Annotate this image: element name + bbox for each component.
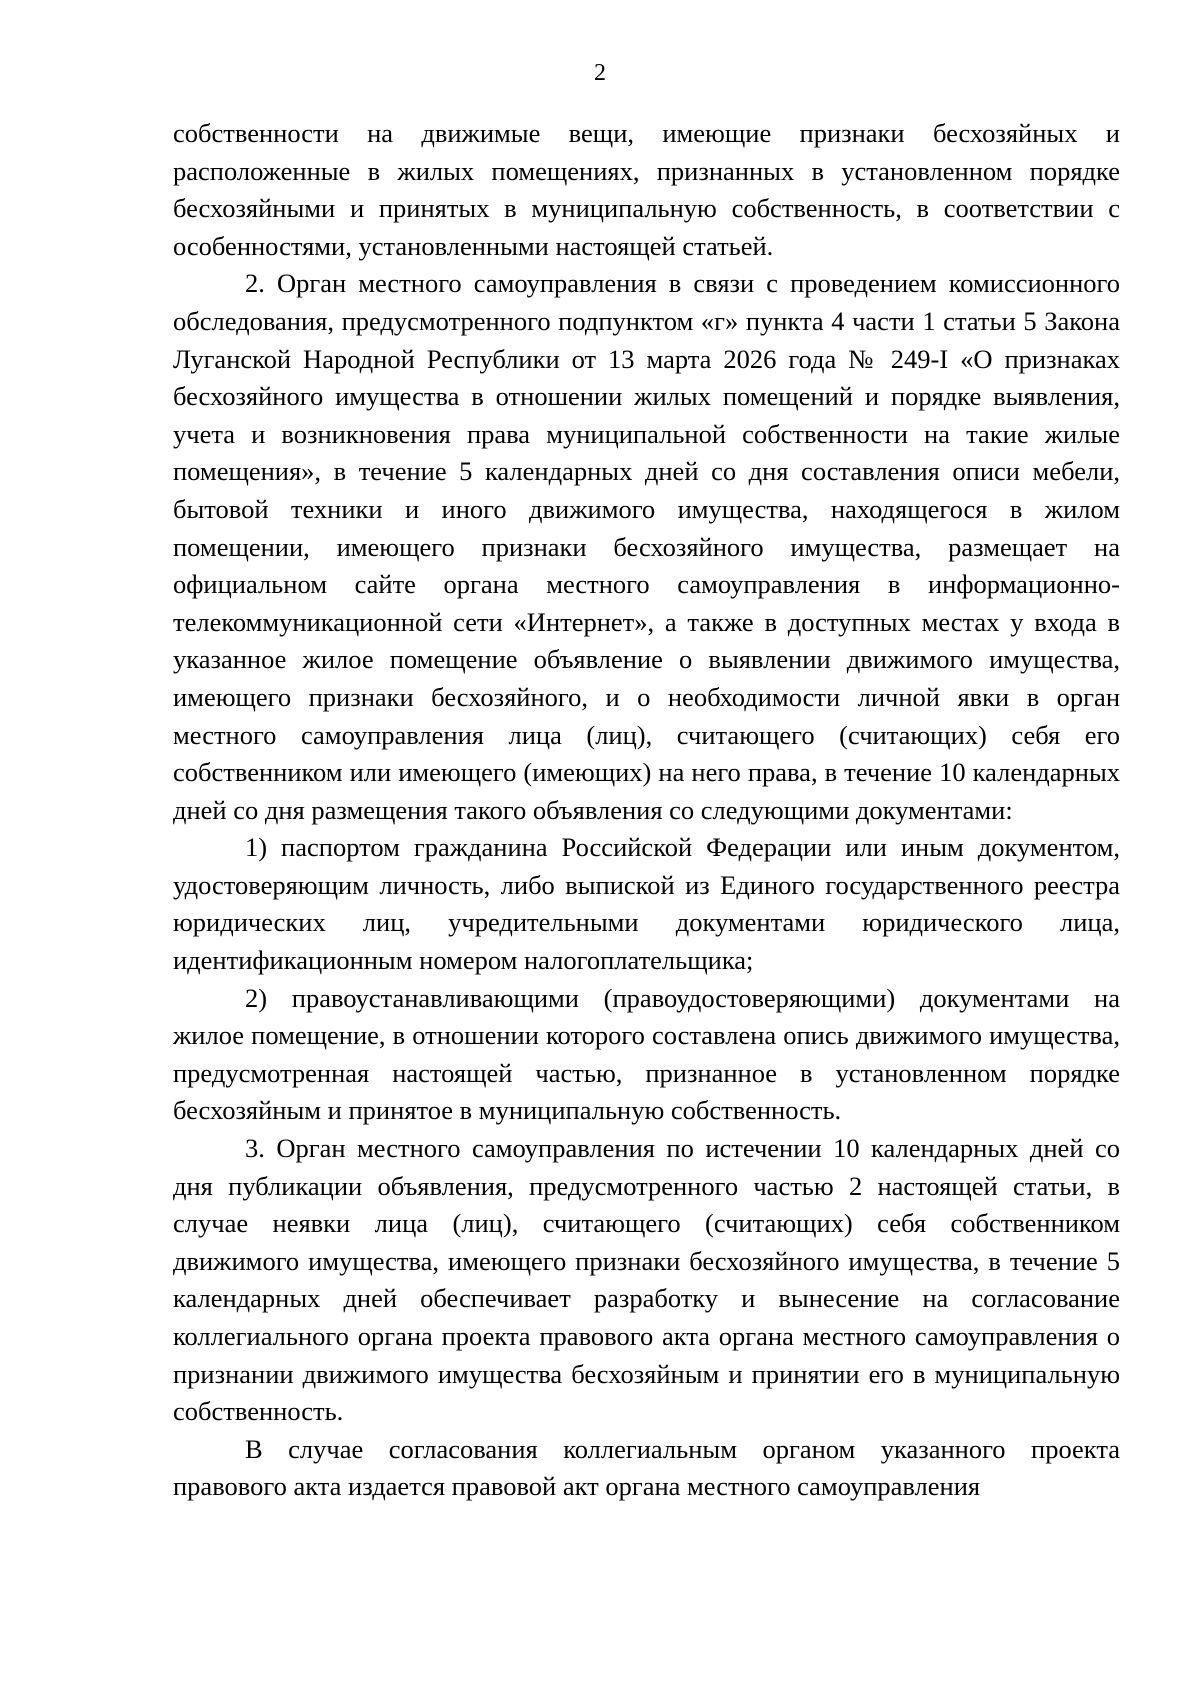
paragraph-approval: В случае согласования коллегиальным органом указанного проекта правового акта издается правовой акт органа местного самоуправления [173,1433,1120,1502]
paragraph-continuation: собственности на движимые вещи, имеющие признаки бесхозяйных и расположенные в жилых помещениях, признанных в установленном порядке бесхозяйными и принятых в муниципальную собственность, в соответствии с особенностями, установленными настоящей статьей. [173,118,1120,261]
paragraph-part-3: 3. Орган местного самоуправления по истечении 10 календарных дней со дня публикации объявления, предусмотренного частью 2 настоящей статьи, в случае неявки лица (лиц), считающего (считающих) себя собственником движимого имущества, имеющего признаки бесхозяйного имущества, в течение 5 календарных дней обеспечивает разработку и вынесение на согласование коллегиального органа проекта правового акта органа местного самоуправления о признании движимого имущества бесхозяйным и принятии его в муниципальную собственность. [173,1133,1120,1427]
document-body [173,115,1120,1506]
paragraph-item-2: 2) правоустанавливающими (правоудостоверяющими) документами на жилое помещение, в отношении которого составлена опись движимого имущества, предусмотренная настоящей частью, признанное в установленном порядке бесхозяйным и принятое в муниципальную собственность. [173,982,1120,1126]
page-number: 2 [594,60,606,86]
paragraph-item-1: 1) паспортом гражданина Российской Федерации или иным документом, удостоверяющим личность, либо выпиской из Единого государственного реестра юридических лиц, учредительными документами юридического лица, идентификационным номером налогоплательщика; [173,832,1120,976]
paragraph-part-2: 2. Орган местного самоуправления в связи с проведением комиссионного обследования, предусмотренного подпунктом «г» пункта 4 части 1 статьи 5 Закона Луганской Народной Республики от 13 марта 2026 года № 249-I «О признаках бесхозяйного имущества в отношении жилых помещений и порядке выявления, учета и возникновения права муниципальной собственности на такие жилые помещения», в течение 5 календарных дней со дня составления описи мебели, бытовой техники и иного движимого имущества, находящегося в жилом помещении, имеющего признаки бесхозяйного имущества, размещает на официальном сайте органа местного самоуправления в информационно-телекоммуникационной сети «Интернет», а также в доступных местах у входа в указанное жилое помещение объявление о выявлении движимого имущества, имеющего признаки бесхозяйного, и о необходимости личной явки в орган местного самоуправления лица (лиц), считающего (считающих) себя его собственником или имеющего (имеющих) на него права, в течение 10 календарных дней со дня размещения такого объявления со следующими документами: [173,268,1120,825]
